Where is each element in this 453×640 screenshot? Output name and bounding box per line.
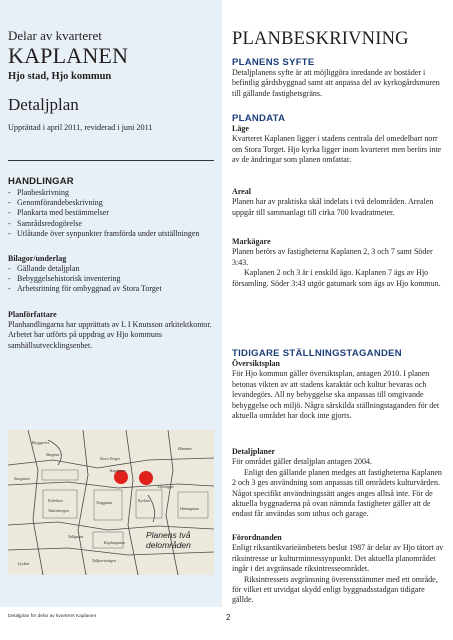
oversiktsplan-block xyxy=(232,359,444,421)
markagare-text-1: Planen berörs av fastigheterna Kaplanen 2, 3 och 7 samt Söder 3:43. xyxy=(232,247,433,267)
page-number: 2 xyxy=(226,613,231,622)
oversiktsplan-heading: Översiktsplan xyxy=(232,359,281,368)
planforfattare-heading: Planförfattare xyxy=(8,310,57,319)
map-label: Torggatan xyxy=(96,500,113,505)
footer-text: Detaljplan för delar av kvarteret Kaplanen xyxy=(8,614,97,619)
detaljplaner-text-2: Enligt den gällande planen medges att fastigheterna Kaplanen 2 och 3 ges användning som anpassas till områdets kulturvärden. Något specifikt användningssätt anges anges alltså inte. För de aktuella byggnaderna på ovan nämnda fastigheter gäller att de endast får användas som uthus och garage. xyxy=(232,467,442,519)
map-label: Hjovägen xyxy=(158,484,174,489)
forordnanden-text-1: Enligt riksantikvarieämbetets beslut 1987 är delar av Hjo tätort av riksintresse ur kulturminnessynpunkt. Det aktuella planområdet ingår i det avgränsade riksintresseområdet. xyxy=(232,543,444,574)
map-label: Storgatan xyxy=(14,476,30,481)
map-drawing xyxy=(8,430,214,575)
detaljplaner-block xyxy=(232,447,444,520)
forordnanden-text-2: Riksintressets avgränsning överensstämmer med ett område, för vilket ett utvidgat skydd enligt byggnadsstadgan tidigare gällde. xyxy=(232,574,438,605)
bilagor-list xyxy=(8,264,214,295)
handlingar-list xyxy=(8,188,214,239)
list-item: - Arbetsritning för ombyggnad av Stora Torget xyxy=(8,284,214,294)
list-item: - Bebyggelsehistorisk inventering xyxy=(8,274,214,284)
syfte-text: Detaljplanens syfte är att möjliggöra inredande av bostäder i befintlig gårdsbyggnad samt att anpassa del av kyrkogårdsmuren till gällande fastighetsgräns. xyxy=(232,68,440,98)
map-caption-line: delområden xyxy=(146,540,191,550)
syfte-heading: PLANENS SYFTE xyxy=(232,57,315,68)
areal-text: Planen har av praktiska skäl indelats i två delområden. Arealen uppgår till sammanlagt till cirka 700 kvadratmeter. xyxy=(232,197,434,217)
list-item: - Utlåtande över synpunkter framförda under utställningen xyxy=(8,229,214,239)
forordnanden-block xyxy=(232,533,444,606)
map-label: Kaplanen xyxy=(110,468,126,473)
bilagor-heading: Bilagor/underlag xyxy=(8,254,67,263)
markagare-heading: Markägare xyxy=(232,237,271,246)
plan-area-marker-2 xyxy=(139,471,153,485)
plan-subtitle: Hjo stad, Hjo kommun xyxy=(8,71,112,82)
map-label: Vattenborgen xyxy=(48,508,70,513)
map-label: Hamngatan xyxy=(180,506,199,511)
map-label: Stora Torget xyxy=(100,456,120,461)
map-caption xyxy=(146,530,191,550)
areal-block xyxy=(232,187,444,218)
map-label: Bryggeriet xyxy=(32,440,50,445)
planforfattare-text: Planhandlingarna har upprättats av L I Knutsson arkitektkontor. Arbetet har utförts på uppdrag av Hjo kommuns samhällsutvecklingsenhet. xyxy=(8,320,212,350)
tidigare-heading: TIDIGARE STÄLLNINGSTAGANDEN xyxy=(232,348,402,359)
lage-text: Kvarteret Kaplanen ligger i stadens centrala del omedelbart norr om Stora Torget. Hjo kyrka ligger inom kvarteret men berörs inte av de ändringar som planen omfattar. xyxy=(232,134,442,165)
oversiktsplan-text: För Hjo kommun gäller översiktsplan, antagen 2010. I planen betonas vikten av att stadens karaktär och kultur bevaras och levandegörs. All ny bebyggelse ska anpassas till omgivande bebyggelse och miljö. Några särskilda ställningstaganden för det aktuella området har dock inte gjorts. xyxy=(232,369,440,421)
lage-heading: Läge xyxy=(232,124,249,133)
map-label: Lyckan xyxy=(18,561,30,566)
plan-title: KAPLANEN xyxy=(8,43,129,68)
lage-block xyxy=(232,124,444,166)
plandata-heading: PLANDATA xyxy=(232,113,286,124)
handlingar-heading: HANDLINGAR xyxy=(8,176,74,187)
date-line: Upprättad i april 2011, reviderad i juni 2011 xyxy=(8,123,153,132)
forordnanden-heading: Förordnanden xyxy=(232,533,282,542)
map-label: Vallgatan xyxy=(68,534,84,539)
list-item: - Planbeskrivning xyxy=(8,188,214,198)
detaljplaner-heading: Detaljplaner xyxy=(232,447,276,456)
list-item: - Gällande detaljplan xyxy=(8,264,214,274)
list-item: - Plankarta med bestämmelser xyxy=(8,208,214,218)
map-label: Skeppsa- xyxy=(46,452,61,457)
map-label: Kaplangatan xyxy=(104,540,125,545)
map-label: Tullportsvägen xyxy=(92,558,117,563)
map-label: Fabriken xyxy=(48,498,63,503)
list-item: - Samrådsredogörelse xyxy=(8,219,214,229)
map-caption-line: Planens två xyxy=(146,530,191,540)
section-title: PLANBESKRIVNING xyxy=(232,29,409,49)
markagare-text-2: Kaplanen 2 och 3 är i enskild ägo. Kaplanen 7 ägs av Hjo församling. Söder 3:43 utgör gatumark som ägs av Hjo kommun. xyxy=(232,268,441,288)
areal-heading: Areal xyxy=(232,187,251,196)
kicker-text: Delar av kvarteret xyxy=(8,28,102,43)
map-label: Hamnen xyxy=(178,446,192,451)
location-map xyxy=(8,430,214,575)
document-type: Detaljplan xyxy=(8,95,79,114)
list-item: - Genomförandebeskrivning xyxy=(8,198,214,208)
divider xyxy=(8,160,214,161)
detaljplaner-text-1: För området gäller detaljplan antagen 2004. xyxy=(232,457,372,467)
map-label: Kyrkan xyxy=(138,498,150,503)
markagare-block xyxy=(232,237,444,289)
